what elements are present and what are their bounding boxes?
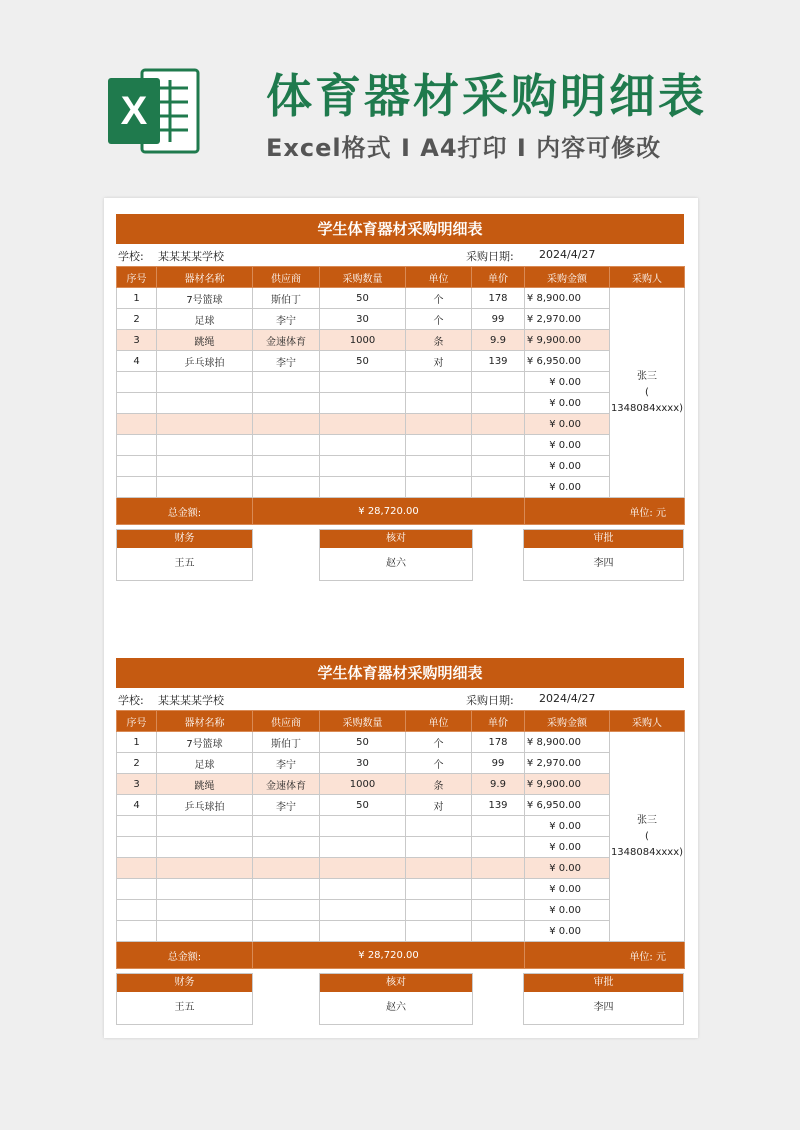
signature-box [116,529,253,581]
table-cell[interactable] [157,435,253,456]
signature-label: 审批 [524,530,683,548]
table-cell[interactable]: 跳绳 [157,330,253,351]
table-row [117,414,685,435]
banner [0,0,800,200]
table-cell[interactable] [406,372,472,393]
table-cell[interactable] [472,900,525,921]
signature-value[interactable]: 李四 [593,558,614,569]
table-cell[interactable] [472,879,525,900]
table-cell[interactable]: 4 [117,795,157,816]
table-cell[interactable]: 对 [406,351,472,372]
table-cell[interactable] [253,435,320,456]
signature-value[interactable]: 王五 [174,1002,195,1013]
total-label: 总金额: [117,498,253,525]
table-row [117,837,685,858]
signature-box [116,973,253,1025]
table-cell[interactable] [253,393,320,414]
unit-label: 单位: 元 [525,498,685,525]
unit-label: 单位: 元 [525,942,685,969]
table-row [117,858,685,879]
buyer-value: 张三 ( 1348084xxxx) [610,814,684,858]
table-cell[interactable] [406,816,472,837]
table-cell[interactable]: 139 [472,351,525,372]
table-cell[interactable]: ¥ 0.00 [525,414,610,435]
table-cell[interactable] [157,393,253,414]
procurement-table [116,710,685,969]
table-cell[interactable]: ¥ 0.00 [525,477,610,498]
school-value: 某某某某学校 [158,250,224,263]
table-cell[interactable] [472,816,525,837]
table-cell[interactable]: ¥ 8,900.00 [525,288,610,309]
column-header: 供应商 [253,267,320,288]
table-cell[interactable]: 4 [117,351,157,372]
column-header: 采购数量 [320,267,406,288]
table-cell[interactable]: 50 [320,351,406,372]
table-cell[interactable]: 斯伯丁 [253,288,320,309]
table-row [117,372,685,393]
table-row [117,795,685,816]
table-cell[interactable]: 139 [472,795,525,816]
table-cell[interactable] [320,858,406,879]
buyer-cell[interactable] [610,288,685,498]
school-label: 学校: [118,694,144,707]
table-row [117,900,685,921]
date-label: 采购日期: [466,694,514,707]
page-title: 体育器材采购明细表 [266,69,707,123]
table-header-row [117,711,685,732]
table-cell[interactable] [253,414,320,435]
column-header: 单位 [406,267,472,288]
table-cell[interactable] [472,837,525,858]
total-row [117,942,685,969]
table-cell[interactable] [406,858,472,879]
table-cell[interactable] [117,858,157,879]
table-cell[interactable] [157,816,253,837]
table-cell[interactable] [320,921,406,942]
table-cell[interactable]: 李宁 [253,795,320,816]
table-cell[interactable] [472,372,525,393]
table-row [117,288,685,309]
table-cell[interactable] [406,837,472,858]
table-cell[interactable]: 跳绳 [157,774,253,795]
signature-box [523,529,684,581]
table-cell[interactable]: ¥ 0.00 [525,435,610,456]
table-cell[interactable] [157,900,253,921]
signature-label: 核对 [320,974,472,992]
column-header: 采购数量 [320,711,406,732]
column-header: 序号 [117,711,157,732]
table-cell[interactable]: 个 [406,732,472,753]
table-cell[interactable]: ¥ 6,950.00 [525,351,610,372]
column-header: 采购人 [610,711,685,732]
table-cell[interactable] [406,900,472,921]
table-cell[interactable] [117,921,157,942]
table-cell[interactable]: ¥ 0.00 [525,900,610,921]
table-cell[interactable] [157,477,253,498]
table-cell[interactable]: 1000 [320,330,406,351]
table-cell[interactable] [406,921,472,942]
table-cell[interactable] [472,393,525,414]
table-cell[interactable] [253,879,320,900]
table-cell[interactable]: 99 [472,753,525,774]
table-cell[interactable] [253,921,320,942]
excel-logo-icon [104,62,202,160]
table-cell[interactable] [117,435,157,456]
table-cell[interactable] [253,477,320,498]
signature-label: 审批 [524,974,683,992]
table-cell[interactable]: 30 [320,309,406,330]
table-cell[interactable] [157,858,253,879]
form-info-row [116,244,684,266]
signature-row [116,529,684,581]
table-cell[interactable]: 条 [406,330,472,351]
table-cell[interactable]: 个 [406,753,472,774]
table-cell[interactable]: 条 [406,774,472,795]
column-header: 单价 [472,267,525,288]
table-row [117,435,685,456]
column-header: 器材名称 [157,267,253,288]
table-cell[interactable] [117,879,157,900]
table-row [117,351,685,372]
table-cell[interactable]: 50 [320,732,406,753]
table-row [117,732,685,753]
table-row [117,774,685,795]
table-cell[interactable]: 乒乓球拍 [157,351,253,372]
table-cell[interactable]: ¥ 8,900.00 [525,732,610,753]
table-cell[interactable] [157,837,253,858]
table-cell[interactable]: 2 [117,753,157,774]
column-header: 采购金额 [525,267,610,288]
signature-label: 财务 [117,974,252,992]
table-cell[interactable] [320,393,406,414]
buyer-value: 张三 ( 1348084xxxx) [610,370,684,414]
table-cell[interactable] [253,456,320,477]
table-row [117,456,685,477]
school-label: 学校: [118,250,144,263]
table-row [117,753,685,774]
table-cell[interactable]: 斯伯丁 [253,732,320,753]
table-cell[interactable]: ¥ 0.00 [525,456,610,477]
signature-label: 核对 [320,530,472,548]
table-cell[interactable] [320,435,406,456]
table-cell[interactable] [320,837,406,858]
table-cell[interactable] [406,393,472,414]
table-cell[interactable]: 50 [320,795,406,816]
table-cell[interactable] [117,477,157,498]
table-cell[interactable]: 金速体育 [253,330,320,351]
table-cell[interactable] [472,456,525,477]
column-header: 器材名称 [157,711,253,732]
svg-text:X: X [120,89,148,133]
table-cell[interactable] [406,456,472,477]
table-cell[interactable]: 7号篮球 [157,288,253,309]
total-row [117,498,685,525]
table-cell[interactable]: 30 [320,753,406,774]
table-cell[interactable] [320,414,406,435]
table-row [117,921,685,942]
total-value: ¥ 28,720.00 [253,942,525,969]
table-cell[interactable]: 1 [117,288,157,309]
table-cell[interactable]: 足球 [157,753,253,774]
table-cell[interactable]: 50 [320,288,406,309]
signature-value[interactable]: 赵六 [386,558,406,569]
table-cell[interactable] [406,414,472,435]
table-cell[interactable]: 对 [406,795,472,816]
table-cell[interactable] [320,879,406,900]
table-cell[interactable] [117,456,157,477]
buyer-cell[interactable] [610,732,685,942]
table-cell[interactable] [253,837,320,858]
table-cell[interactable]: ¥ 0.00 [525,816,610,837]
table-cell[interactable]: ¥ 2,970.00 [525,753,610,774]
table-row [117,309,685,330]
total-label: 总金额: [117,942,253,969]
table-cell[interactable]: ¥ 0.00 [525,393,610,414]
column-header: 供应商 [253,711,320,732]
table-cell[interactable] [472,921,525,942]
table-cell[interactable] [320,900,406,921]
table-cell[interactable] [157,921,253,942]
table-cell[interactable]: 李宁 [253,351,320,372]
table-cell[interactable] [157,372,253,393]
table-row [117,393,685,414]
table-cell[interactable]: ¥ 0.00 [525,837,610,858]
table-cell[interactable] [406,477,472,498]
form-title: 学生体育器材采购明细表 [116,658,684,688]
page-subtitle: Excel格式 I A4打印 I 内容可修改 [266,134,662,162]
signature-box [523,973,684,1025]
column-header: 采购人 [610,267,685,288]
school-value: 某某某某学校 [158,694,224,707]
table-cell[interactable]: 7号篮球 [157,732,253,753]
table-cell[interactable] [472,477,525,498]
procurement-form-2 [116,658,684,1025]
table-cell[interactable]: 金速体育 [253,774,320,795]
table-cell[interactable] [320,372,406,393]
table-cell[interactable] [253,372,320,393]
table-cell[interactable] [157,456,253,477]
signature-value[interactable]: 赵六 [386,1002,406,1013]
table-cell[interactable] [117,900,157,921]
date-value: 2024/4/27 [539,248,596,261]
table-cell[interactable]: 3 [117,330,157,351]
table-cell[interactable] [472,858,525,879]
signature-label: 财务 [117,530,252,548]
table-cell[interactable]: 2 [117,309,157,330]
table-cell[interactable]: ¥ 6,950.00 [525,795,610,816]
table-cell[interactable] [157,879,253,900]
procurement-table [116,266,685,525]
total-value: ¥ 28,720.00 [253,498,525,525]
table-cell[interactable] [117,393,157,414]
table-cell[interactable]: 3 [117,774,157,795]
table-row [117,477,685,498]
date-value: 2024/4/27 [539,692,596,705]
table-cell[interactable] [117,414,157,435]
column-header: 采购金额 [525,711,610,732]
table-cell[interactable]: ¥ 0.00 [525,921,610,942]
procurement-form-1 [116,214,684,581]
table-cell[interactable] [157,414,253,435]
column-header: 序号 [117,267,157,288]
table-cell[interactable] [472,414,525,435]
table-cell[interactable]: ¥ 9,900.00 [525,330,610,351]
table-cell[interactable]: ¥ 0.00 [525,372,610,393]
table-cell[interactable]: 178 [472,288,525,309]
table-cell[interactable]: 个 [406,288,472,309]
table-cell[interactable] [117,816,157,837]
signature-value[interactable]: 李四 [593,1002,614,1013]
table-header-row [117,267,685,288]
table-cell[interactable] [253,858,320,879]
table-cell[interactable]: 178 [472,732,525,753]
table-cell[interactable]: 李宁 [253,753,320,774]
table-cell[interactable] [406,435,472,456]
form-title: 学生体育器材采购明细表 [116,214,684,244]
table-cell[interactable]: 足球 [157,309,253,330]
form-info-row [116,688,684,710]
table-cell[interactable]: ¥ 2,970.00 [525,309,610,330]
table-row [117,330,685,351]
signature-box [319,973,473,1025]
table-cell[interactable]: 9.9 [472,330,525,351]
table-cell[interactable] [117,372,157,393]
date-label: 采购日期: [466,250,514,263]
table-cell[interactable]: ¥ 9,900.00 [525,774,610,795]
table-cell[interactable] [320,456,406,477]
table-cell[interactable] [320,816,406,837]
table-cell[interactable] [320,477,406,498]
signature-row [116,973,684,1025]
table-cell[interactable]: 个 [406,309,472,330]
table-cell[interactable]: ¥ 0.00 [525,879,610,900]
table-row [117,879,685,900]
column-header: 单价 [472,711,525,732]
table-cell[interactable]: 李宁 [253,309,320,330]
table-cell[interactable]: 99 [472,309,525,330]
table-cell[interactable]: 9.9 [472,774,525,795]
table-cell[interactable]: 1 [117,732,157,753]
table-cell[interactable] [117,837,157,858]
column-header: 单位 [406,711,472,732]
signature-value[interactable]: 王五 [174,558,195,569]
table-cell[interactable] [253,900,320,921]
table-cell[interactable]: 1000 [320,774,406,795]
table-cell[interactable]: 乒乓球拍 [157,795,253,816]
signature-box [319,529,473,581]
table-cell[interactable] [406,879,472,900]
table-cell[interactable] [472,435,525,456]
table-row [117,816,685,837]
table-cell[interactable] [253,816,320,837]
table-cell[interactable]: ¥ 0.00 [525,858,610,879]
